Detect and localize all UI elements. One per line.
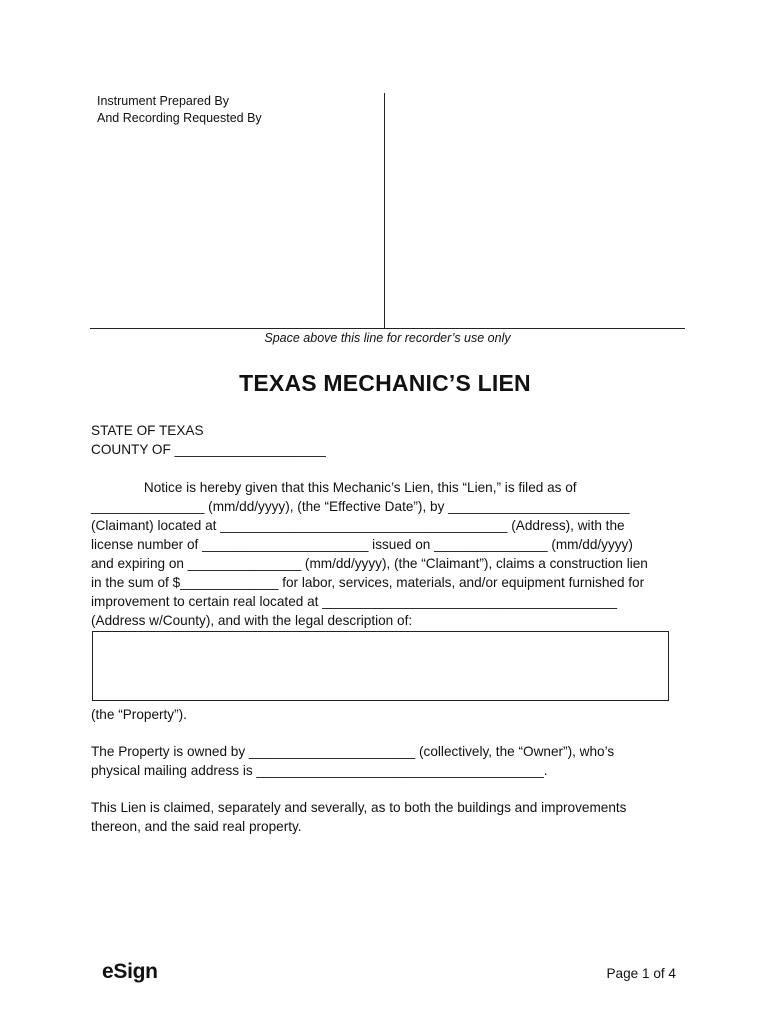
notice-line: in the sum of $_____________ for labor, services, materials, and/or equipment furnished for	[91, 575, 645, 590]
notice-line: (Address w/County), and with the legal description of:	[91, 613, 413, 628]
recorder-note: Space above this line for recorder’s use only	[264, 331, 511, 345]
notice-line: improvement to certain real located at _______________________________________	[91, 594, 618, 609]
notice-line: (Claimant) located at ______________________________________ (Address), with the	[91, 518, 625, 533]
prepared-by-label: Instrument Prepared By	[97, 94, 230, 108]
page-number: Page 1 of 4	[606, 966, 676, 981]
property-label: (the “Property”).	[91, 707, 187, 722]
recorder-divider-vertical	[384, 93, 385, 329]
owner-line: physical mailing address is ______________________________________.	[91, 763, 548, 778]
claim-line: thereon, and the said real property.	[91, 819, 302, 834]
legal-description-box[interactable]	[92, 631, 669, 701]
recorder-divider-horizontal	[90, 328, 685, 329]
requested-by-label: And Recording Requested By	[97, 111, 262, 125]
claim-line: This Lien is claimed, separately and severally, as to both the buildings and improvements	[91, 800, 627, 815]
esign-logo: eSign	[102, 960, 158, 983]
state-line: STATE OF TEXAS	[91, 423, 204, 438]
county-line: COUNTY OF ____________________	[91, 442, 326, 457]
notice-line: Notice is hereby given that this Mechanic’s Lien, this “Lien,” is filed as of	[91, 480, 577, 495]
document-title: TEXAS MECHANIC’S LIEN	[239, 370, 531, 396]
notice-line: _______________ (mm/dd/yyyy), (the “Effective Date”), by ________________________	[91, 499, 630, 514]
owner-line: The Property is owned by ______________________ (collectively, the “Owner”), who’s	[91, 744, 615, 759]
recorder-block	[97, 93, 262, 127]
notice-line: license number of ______________________ issued on _______________ (mm/dd/yyyy)	[91, 537, 633, 552]
notice-line: and expiring on _______________ (mm/dd/yyyy), (the “Claimant”), claims a construction lien	[91, 556, 648, 571]
